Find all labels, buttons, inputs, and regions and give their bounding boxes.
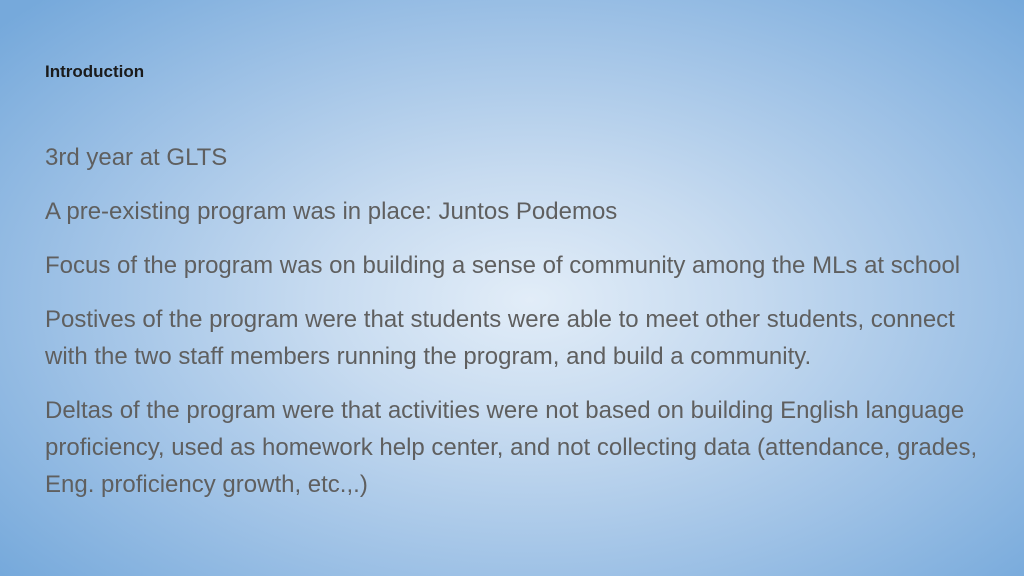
- list-item: Deltas of the program were that activities were not based on building English language proficiency, used as homework help center, and not collecting data (attendance, grades, Eng. proficiency growth, etc.,.): [45, 397, 978, 498]
- list-item: Focus of the program was on building a sense of community among the MLs at school: [45, 252, 961, 279]
- list-item: Postives of the program were that students were able to meet other students, connect with the two staff members running the program, and build a community.: [45, 306, 955, 370]
- slide-title: Introduction: [45, 62, 145, 81]
- bullet-list: [45, 139, 985, 520]
- list-item: A pre-existing program was in place: Juntos Podemos: [45, 198, 618, 225]
- list-item: 3rd year at GLTS: [45, 144, 228, 171]
